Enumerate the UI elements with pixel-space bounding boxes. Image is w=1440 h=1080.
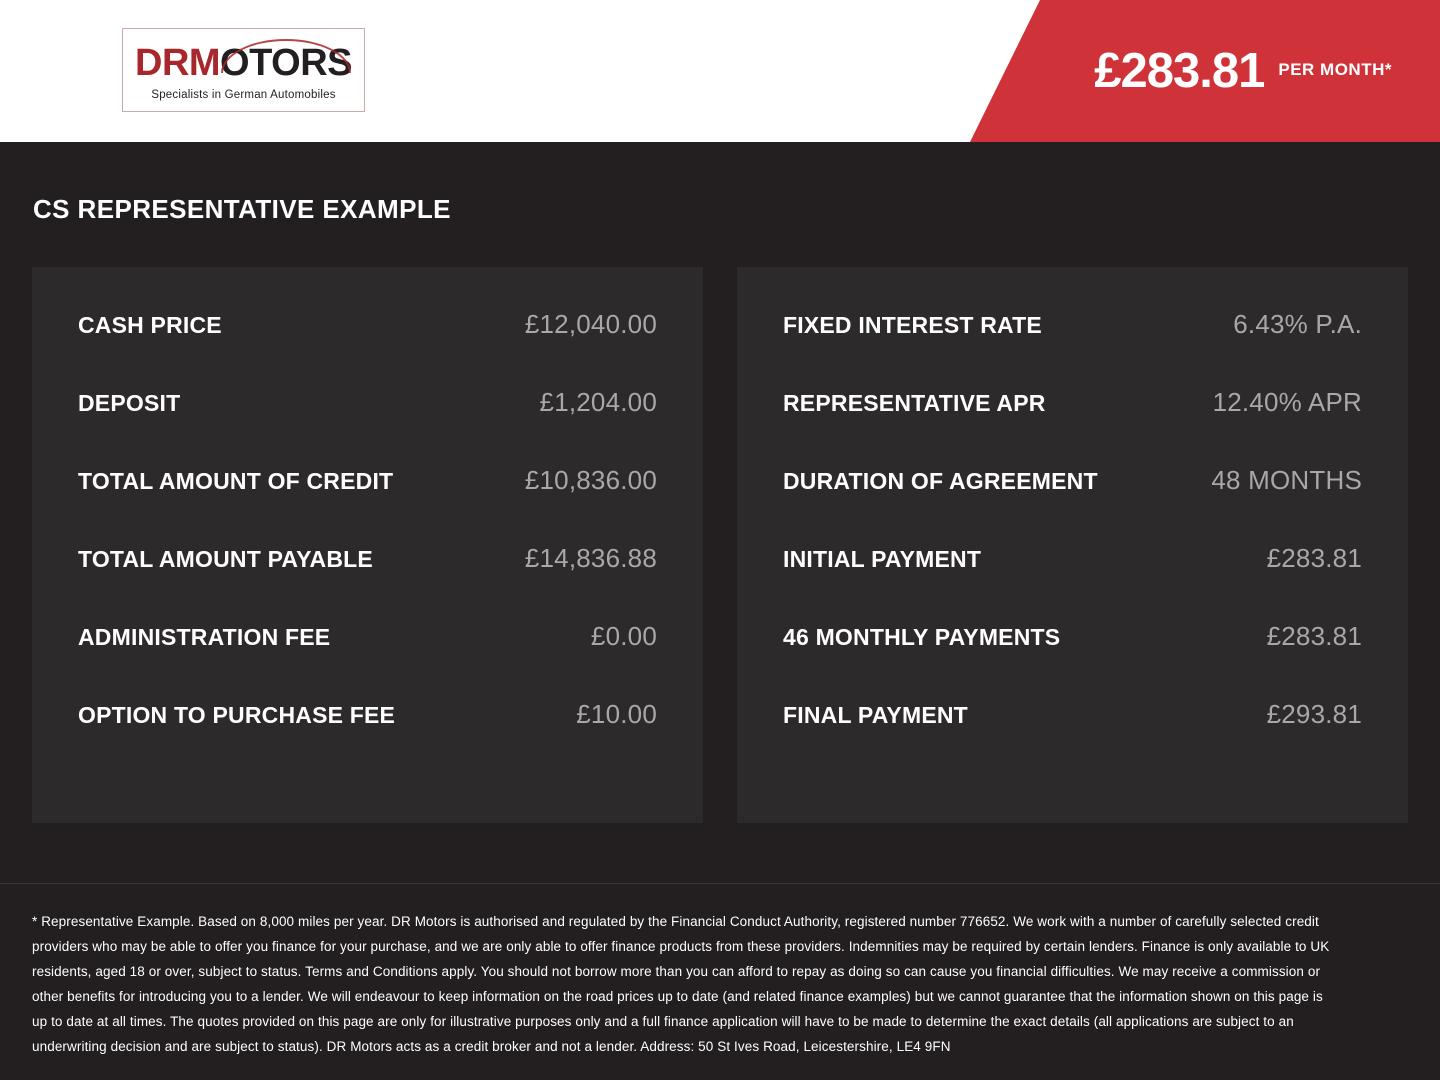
page-title: CS REPRESENTATIVE EXAMPLE (33, 194, 451, 224)
row-value: £293.81 (1266, 699, 1362, 729)
row-value: £1,204.00 (539, 387, 657, 417)
monthly-price-period: PER MONTH* (1278, 60, 1392, 79)
row-value: 12.40% APR (1212, 387, 1362, 417)
row-label: TOTAL AMOUNT OF CREDIT (78, 468, 394, 494)
logo-wordmark-m: M (188, 41, 221, 84)
row-label: OPTION TO PURCHASE FEE (78, 702, 396, 728)
logo-tagline: Specialists in German Automobiles (151, 88, 336, 101)
table-row (78, 543, 657, 621)
row-label: INITIAL PAYMENT (783, 546, 982, 572)
table-row (78, 387, 657, 465)
table-row (783, 465, 1362, 543)
table-row (78, 699, 657, 777)
table-row (783, 309, 1362, 387)
table-row (783, 543, 1362, 621)
logo-wordmark-otors: OTORS (220, 41, 352, 84)
table-row (783, 387, 1362, 465)
row-label: FIXED INTEREST RATE (783, 312, 1042, 338)
row-label: REPRESENTATIVE APR (783, 390, 1046, 416)
logo-wordmark-dr: DR (135, 41, 189, 84)
monthly-price-amount: £283.81 (1094, 43, 1265, 98)
row-label: CASH PRICE (78, 312, 222, 338)
table-row (78, 309, 657, 387)
row-label: DURATION OF AGREEMENT (783, 468, 1098, 494)
dr-motors-logo (122, 28, 365, 112)
table-row (783, 699, 1362, 777)
row-value: £0.00 (590, 621, 657, 651)
disclaimer-text: * Representative Example. Based on 8,000 miles per year. DR Motors is authorised and regulated by the Financial Conduct Authority, registered number 776652. We work with a number of carefully selected credit providers who may be able to offer you finance for your purchase, and we are only able to offer finance products from these providers. Indemnities may be required by certain lenders. Finance is only available to UK residents, aged 18 or over, subject to status. Terms and Conditions apply. You should not borrow more than you can afford to repay as doing so can cause you financial difficulties. We may receive a commission or other benefits for introducing you to a lender. We will endeavour to keep information on the road prices up to date (and related finance examples) but we cannot guarantee that the information shown on this page is up to date at all times. The quotes provided on this page are only for illustrative purposes only and a full finance application will have to be made to determine the exact details (all applications are subject to an underwriting decision and are subject to status). DR Motors acts as a credit broker and not a lender. Address: 50 St Ives Road, Leicestershire, LE4 9FN (32, 914, 1330, 1055)
table-row (78, 465, 657, 543)
row-value: £12,040.00 (524, 309, 657, 339)
row-label: ADMINISTRATION FEE (78, 624, 331, 650)
finance-details-panels (32, 267, 1408, 823)
page-header (0, 0, 1440, 142)
row-value: £283.81 (1266, 543, 1362, 573)
row-label: DEPOSIT (78, 390, 181, 416)
monthly-price-block (1094, 0, 1392, 142)
page-body (0, 142, 1440, 883)
row-label: FINAL PAYMENT (783, 702, 968, 728)
finance-panel-right (737, 267, 1408, 823)
finance-panel-left (32, 267, 703, 823)
row-value: £10.00 (576, 699, 657, 729)
logo-wordmark (135, 41, 352, 84)
row-label: 46 MONTHLY PAYMENTS (783, 624, 1061, 650)
row-value: 48 MONTHS (1211, 465, 1362, 495)
row-value: 6.43% P.A. (1233, 309, 1362, 339)
row-value: £14,836.88 (524, 543, 657, 573)
table-row (78, 621, 657, 699)
page-footer (0, 883, 1440, 1080)
table-row (783, 621, 1362, 699)
row-label: TOTAL AMOUNT PAYABLE (78, 546, 373, 572)
row-value: £10,836.00 (524, 465, 657, 495)
row-value: £283.81 (1266, 621, 1362, 651)
